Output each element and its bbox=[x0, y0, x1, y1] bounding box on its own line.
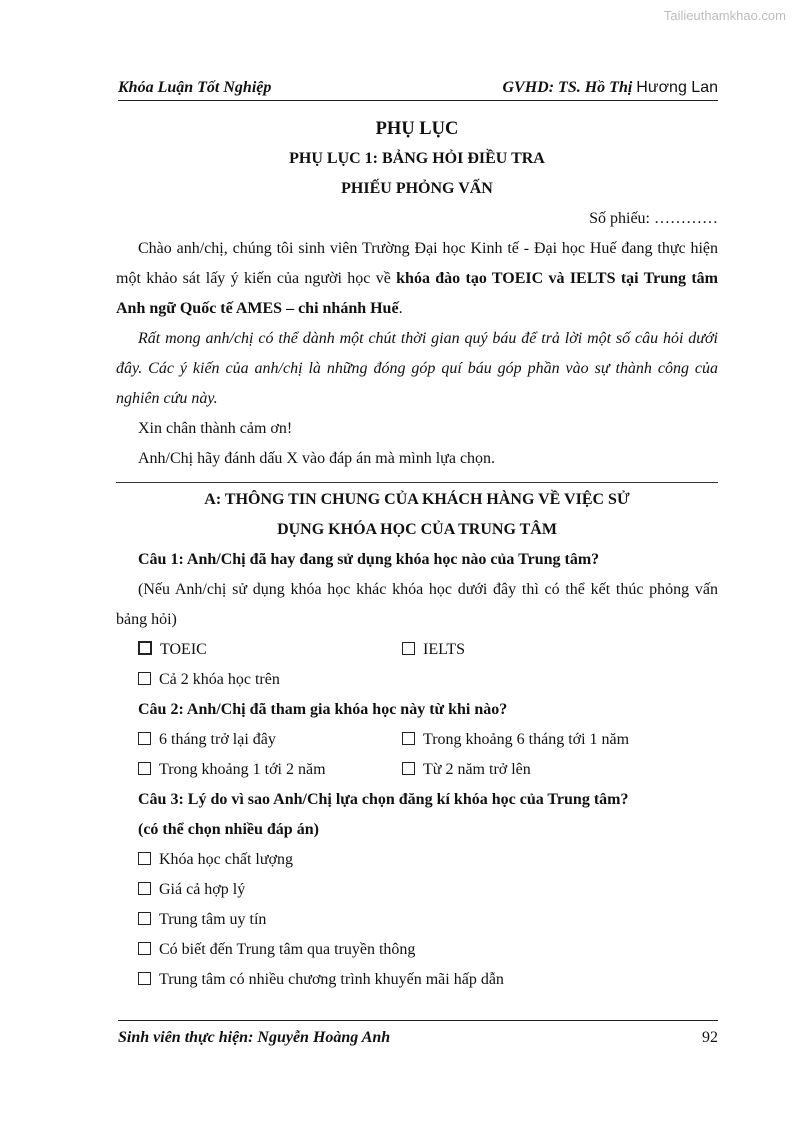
request-paragraph: Rất mong anh/chị có thể dành một chút thời gian quý báu để trả lời một số câu hỏi dưới đây. Các ý kiến của anh/chị là những đóng góp quí báu góp phần vào sự thành công của nghiên cứu này. bbox=[116, 330, 718, 407]
question-3: Câu 3: Lý do vì sao Anh/Chị lựa chọn đăng kí khóa học của Trung tâm? bbox=[138, 791, 629, 808]
option-promotions[interactable]: Trung tâm có nhiều chương trình khuyến mãi hấp dẫn bbox=[116, 965, 718, 995]
question-1: Câu 1: Anh/Chị đã hay đang sử dụng khóa học nào của Trung tâm? bbox=[138, 551, 600, 568]
page-footer bbox=[118, 1020, 718, 1051]
option-6-months[interactable]: 6 tháng trở lại đây bbox=[138, 731, 276, 748]
checkbox-icon[interactable] bbox=[402, 732, 415, 745]
section-divider bbox=[116, 482, 718, 483]
header-left: Khóa Luận Tốt Nghiệp bbox=[118, 79, 272, 96]
header-right bbox=[503, 79, 719, 97]
intro-course: khóa đào tạo TOEIC và IELTS tại Trung tâm Anh ngữ Quốc tế AMES – chi nhánh Huế bbox=[116, 270, 719, 317]
thanks-line: Xin chân thành cảm ơn! bbox=[138, 420, 293, 437]
section-a-title-line1: A: THÔNG TIN CHUNG CỦA KHÁCH HÀNG VỀ VIỆC SỬ bbox=[204, 491, 630, 508]
question-1-options-row bbox=[116, 635, 718, 665]
checkbox-icon[interactable] bbox=[138, 942, 151, 955]
page-header bbox=[118, 76, 718, 101]
checkbox-icon[interactable] bbox=[138, 641, 152, 655]
question-1-note: (Nếu Anh/chị sử dụng khóa học khác khóa học dưới đây thì có thể kết thúc phỏng vấn bảng hỏi) bbox=[116, 581, 718, 628]
checkbox-icon[interactable] bbox=[138, 762, 151, 775]
section-a-title-line2: DỤNG KHÓA HỌC CỦA TRUNG TÂM bbox=[277, 521, 557, 538]
option-both-courses[interactable]: Cả 2 khóa học trên bbox=[116, 665, 718, 695]
option-reputation[interactable]: Trung tâm uy tín bbox=[116, 905, 718, 935]
form-title: PHIẾU PHỎNG VẤN bbox=[341, 180, 493, 197]
checkbox-icon[interactable] bbox=[138, 912, 151, 925]
checkbox-icon[interactable] bbox=[402, 642, 415, 655]
checkbox-icon[interactable] bbox=[138, 852, 151, 865]
option-1-to-2-years[interactable]: Trong khoảng 1 tới 2 năm bbox=[138, 761, 326, 778]
intro-paragraph bbox=[116, 234, 718, 324]
header-advisor-name: Hương Lan bbox=[636, 79, 718, 96]
option-media[interactable]: Có biết đến Trung tâm qua truyền thông bbox=[116, 935, 718, 965]
checkbox-icon[interactable] bbox=[138, 732, 151, 745]
question-2: Câu 2: Anh/Chị đã tham gia khóa học này từ khi nào? bbox=[138, 701, 508, 718]
appendix-subtitle: PHỤ LỤC 1: BẢNG HỎI ĐIỀU TRA bbox=[289, 150, 545, 167]
question-2-options-row-1 bbox=[116, 725, 718, 755]
checkbox-icon[interactable] bbox=[138, 882, 151, 895]
intro-end: . bbox=[398, 300, 403, 317]
question-3-note: (có thể chọn nhiều đáp án) bbox=[138, 821, 319, 838]
header-advisor: GVHD: TS. Hồ Thị bbox=[502, 79, 633, 96]
form-number: Số phiếu: ………… bbox=[589, 210, 718, 227]
intro-text: Chào anh/chị, chúng tôi sinh viên Trường Đại học Kinh tế - Đại học Huế đang thực hiện một khảo sát lấy ý kiến của người học về bbox=[116, 240, 718, 287]
checkbox-icon[interactable] bbox=[138, 972, 151, 985]
checkbox-icon[interactable] bbox=[402, 762, 415, 775]
option-ielts[interactable]: IELTS bbox=[402, 635, 465, 665]
option-price[interactable]: Giá cả hợp lý bbox=[116, 875, 718, 905]
checkbox-icon[interactable] bbox=[138, 672, 151, 685]
page-title: PHỤ LỤC bbox=[375, 119, 459, 139]
watermark: Tailieuthamkhao.com bbox=[663, 8, 786, 23]
footer-author: Sinh viên thực hiện: Nguyễn Hoàng Anh bbox=[118, 1029, 391, 1046]
question-2-options-row-2 bbox=[116, 755, 718, 785]
option-quality[interactable]: Khóa học chất lượng bbox=[116, 845, 718, 875]
document-body bbox=[116, 114, 718, 995]
instruction-line: Anh/Chị hãy đánh dấu X vào đáp án mà mình lựa chọn. bbox=[138, 450, 496, 467]
option-over-2-years[interactable]: Từ 2 năm trở lên bbox=[402, 755, 531, 785]
option-6-to-12-months[interactable]: Trong khoảng 6 tháng tới 1 năm bbox=[402, 725, 629, 755]
page-number: 92 bbox=[702, 1029, 718, 1046]
option-toeic[interactable]: TOEIC bbox=[138, 641, 207, 658]
